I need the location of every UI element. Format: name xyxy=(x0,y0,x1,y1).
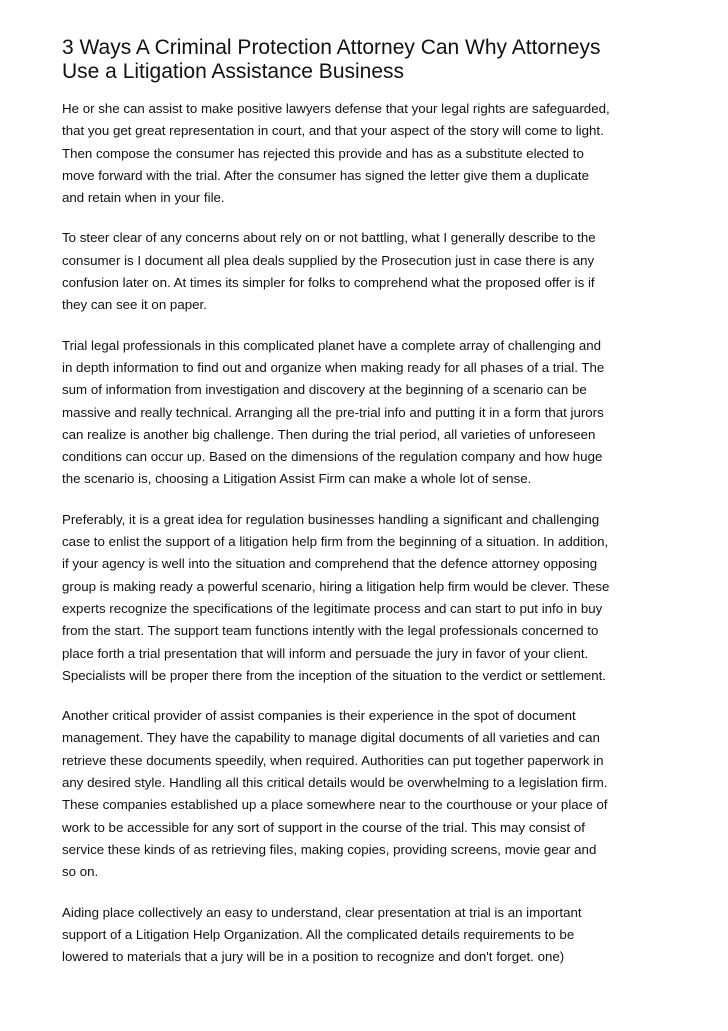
document-page xyxy=(62,36,672,986)
paragraph-3: Trial legal professionals in this complicated planet have a complete array of challenging and in depth information to find out and organize when making ready for all phases of a trial. The sum of information from investigation and discovery at the beginning of a scenario can be massive and really technical. Arranging all the pre-trial info and putting it in a form that jurors can realize is another big challenge. Then during the trial period, all varieties of unforeseen conditions can occur up. Based on the dimensions of the regulation company and how huge the scenario is, choosing a Litigation Assist Firm can make a whole lot of sense. xyxy=(62,337,605,487)
paragraph-6: Aiding place collectively an easy to understand, clear presentation at trial is an important support of a Litigation Help Organization. All the complicated details requirements to be lowered to materials that a jury will be in a position to recognize and don't forget. one) xyxy=(62,904,582,965)
paragraph-2: To steer clear of any concerns about rely on or not battling, what I generally describe to the consumer is I document all plea deals supplied by the Prosecution just in case there is any confusion later on. At times its simpler for folks to comprehend what the proposed offer is if they can see it on paper. xyxy=(62,230,596,313)
document-title: 3 Ways A Criminal Protection Attorney Can Why Attorneys Use a Litigation Assistance Business xyxy=(62,36,601,83)
paragraph-5: Another critical provider of assist companies is their experience in the spot of document management. They have the capability to manage digital documents of all varieties and can retrieve these documents speedily, when required. Authorities can put together paperwork in any desired style. Handling all this critical details would be overwhelming to a legislation firm. These companies established up a place somewhere near to the courthouse or your place of work to be accessible for any sort of support in the course of the trial. This may consist of service these kinds of as retrieving files, making copies, providing screens, movie gear and so on. xyxy=(62,708,608,880)
paragraph-4: Preferably, it is a great idea for regulation businesses handling a significant and challenging case to enlist the support of a litigation help firm from the beginning of a situation. In addition, if your agency is well into the situation and comprehend that the defence attorney opposing group is making ready a powerful scenario, hiring a litigation help firm would be clever. These experts recognize the specifications of the legitimate process and can start to put info in buy from the start. The support team functions intently with the legal professionals concerned to place forth a trial presentation that will inform and persuade the jury in favor of your client. Specialists will be proper there from the inception of the situation to the verdict or settlement. xyxy=(62,511,610,683)
paragraph-1: He or she can assist to make positive lawyers defense that your legal rights are safeguarded, that you get great representation in court, and that your aspect of the story will come to light. Then compose the consumer has rejected this provide and has as a substitute elected to move forward with the trial. After the consumer has signed the letter give them a duplicate and retain when in your file. xyxy=(62,101,610,206)
